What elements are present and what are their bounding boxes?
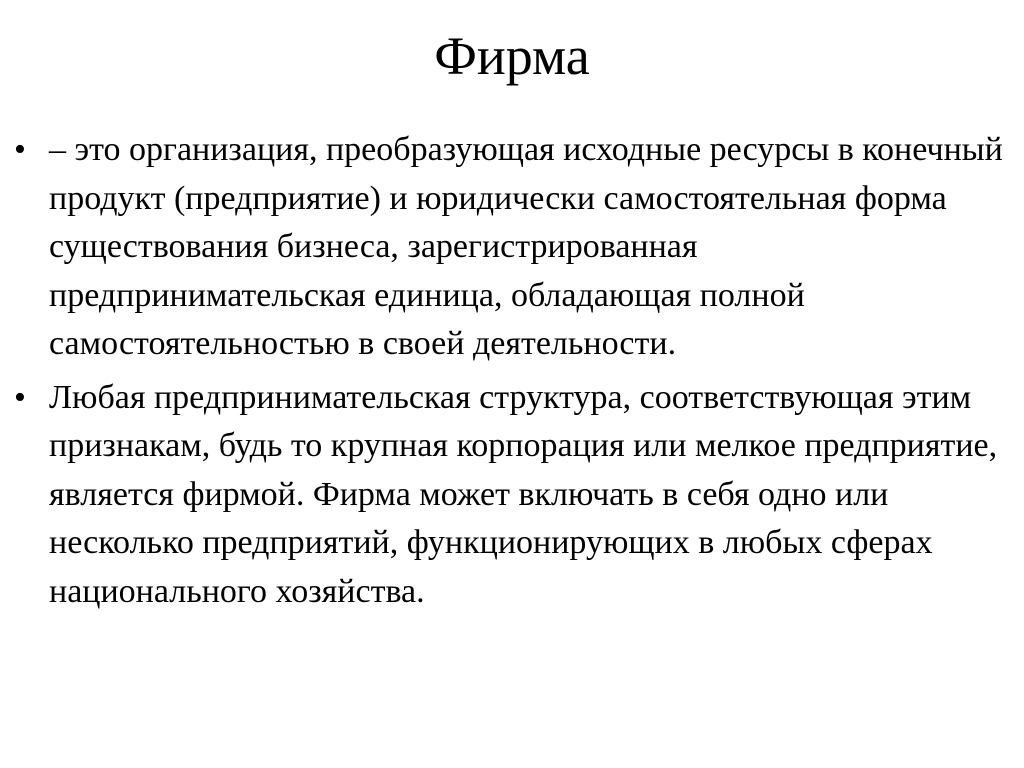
- bullet-item: [0, 126, 1024, 369]
- bullet-marker: •: [14, 131, 26, 168]
- bullet-item: [0, 374, 1024, 617]
- bullet-list: [0, 126, 1024, 621]
- bullet-text: – это организация, преобразующая исходные ресурсы в конечный продукт (предприятие) и юридически самостоятельная форма существования бизнеса, зарегистрированная предпринимательская единица, обладающая полной самостоятельностью в своей деятельности.: [49, 131, 1003, 362]
- slide-title: Фирма: [434, 26, 590, 86]
- bullet-text: Любая предпринимательская структура, соответствующая этим признакам, будь то крупная корпорация или мелкое предприятие, является фирмой. Фирма может включать в себя одно или несколько предприятий, функционирующих в любых сферах национального хозяйства.: [49, 378, 998, 610]
- bullet-marker: •: [14, 378, 26, 416]
